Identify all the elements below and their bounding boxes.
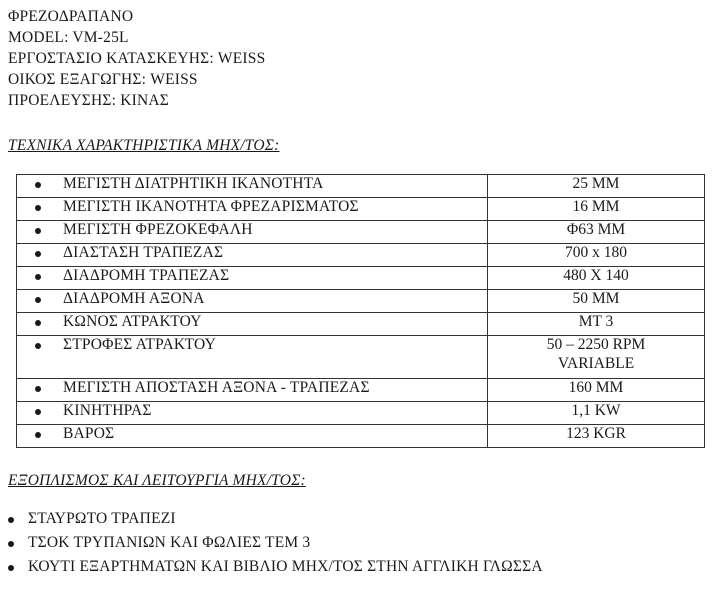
spec-value: MT 3 <box>488 313 705 336</box>
spec-name: ΚΩΝΟΣ ΑΤΡΑΚΤΟΥ <box>59 313 488 336</box>
bullet-icon-cell <box>17 290 60 313</box>
bullet-icon <box>35 320 41 326</box>
header-product-name: ΦΡΕΖΟΔΡΑΠΑΝΟ <box>8 8 134 25</box>
spec-value: Φ63 MM <box>488 221 705 244</box>
header-model: MODEL: VM-25L <box>8 29 129 46</box>
spec-name: ΔΙΑΔΡΟΜΗ ΑΞΟΝΑ <box>59 290 488 313</box>
bullet-icon <box>35 205 41 211</box>
table-row <box>17 313 705 336</box>
header-origin: ΠΡΟΕΛΕΥΣΗΣ: ΚΙΝΑΣ <box>8 92 169 109</box>
document-header <box>8 8 265 113</box>
bullet-icon <box>35 274 41 280</box>
bullet-icon-cell <box>17 313 60 336</box>
spec-value: 25 MM <box>488 175 705 198</box>
header-manufacturer: ΕΡΓΟΣΤΑΣΙΟ ΚΑΤΑΣΚΕΥΗΣ: WEISS <box>8 50 266 67</box>
spec-value: 700 x 180 <box>488 244 705 267</box>
bullet-icon <box>35 432 41 438</box>
spec-name: ΜΕΓΙΣΤΗ ΙΚΑΝΟΤΗΤΑ ΦΡΕΖΑΡΙΣΜΑΤΟΣ <box>59 198 488 221</box>
list-item <box>8 558 543 582</box>
table-row <box>17 267 705 290</box>
header-exporter: ΟΙΚΟΣ ΕΞΑΓΩΓΗΣ: WEISS <box>8 71 198 88</box>
bullet-icon-cell <box>17 336 60 379</box>
bullet-icon <box>8 541 14 547</box>
spec-value: 16 MM <box>488 198 705 221</box>
spec-value-line1: 50 – 2250 RPM <box>546 336 646 353</box>
bullet-icon-cell <box>17 402 60 425</box>
spec-value: 1,1 KW <box>488 402 705 425</box>
table-row <box>17 379 705 402</box>
bullet-icon-cell <box>17 244 60 267</box>
bullet-icon <box>35 228 41 234</box>
bullet-icon <box>8 517 14 523</box>
spec-value: 480 X 140 <box>488 267 705 290</box>
table-row <box>17 425 705 448</box>
list-item <box>8 534 543 558</box>
spec-name: ΔΙΑΣΤΑΣΗ ΤΡΑΠΕΖΑΣ <box>59 244 488 267</box>
bullet-icon-cell <box>17 379 60 402</box>
bullet-icon <box>35 343 41 349</box>
spec-name: ΣΤΡΟΦΕΣ ΑΤΡΑΚΤΟΥ <box>59 336 488 379</box>
bullet-icon <box>8 565 14 571</box>
spec-name: ΔΙΑΔΡΟΜΗ ΤΡΑΠΕΖΑΣ <box>59 267 488 290</box>
spec-name: ΚΙΝΗΤΗΡΑΣ <box>59 402 488 425</box>
equipment-list <box>8 510 543 582</box>
bullet-icon <box>35 182 41 188</box>
bullet-icon <box>35 386 41 392</box>
spec-value-line2: VARIABLE <box>557 354 635 372</box>
bullet-icon-cell <box>17 175 60 198</box>
equipment-item-label: ΚΟΥΤΙ ΕΞΑΡΤΗΜΑΤΩΝ ΚΑΙ ΒΙΒΛΙΟ ΜΗΧ/ΤΟΣ ΣΤΗΝ ΑΓΓΛΙΚΗ ΓΛΩΣΣΑ <box>28 558 543 575</box>
table-row <box>17 336 705 379</box>
equipment-section-title: ΕΞΟΠΛΙΣΜΟΣ ΚΑΙ ΛΕΙΤΟΥΡΓΙΑ ΜΗΧ/ΤΟΣ: <box>8 472 306 489</box>
table-row <box>17 221 705 244</box>
table-row <box>17 198 705 221</box>
spec-value: 160 MM <box>488 379 705 402</box>
bullet-icon-cell <box>17 198 60 221</box>
equipment-item-label: ΣΤΑΥΡΩΤΟ ΤΡΑΠΕΖΙ <box>28 510 176 527</box>
spec-value: 50 MM <box>488 290 705 313</box>
table-row <box>17 175 705 198</box>
spec-name: ΜΕΓΙΣΤΗ ΑΠΟΣΤΑΣΗ ΑΞΟΝΑ - ΤΡΑΠΕΖΑΣ <box>59 379 488 402</box>
specs-section-title: ΤΕΧΝΙΚΑ ΧΑΡΑΚΤΗΡΙΣΤΙΚΑ ΜΗΧ/ΤΟΣ: <box>8 137 280 154</box>
bullet-icon <box>35 251 41 257</box>
bullet-icon-cell <box>17 425 60 448</box>
specs-table <box>16 174 705 448</box>
bullet-icon <box>35 297 41 303</box>
table-row <box>17 290 705 313</box>
table-row <box>17 402 705 425</box>
list-item <box>8 510 543 534</box>
bullet-icon <box>35 409 41 415</box>
spec-value: 123 KGR <box>488 425 705 448</box>
bullet-icon-cell <box>17 221 60 244</box>
spec-name: ΒΑΡΟΣ <box>59 425 488 448</box>
equipment-item-label: ΤΣΟΚ ΤΡΥΠΑΝΙΩΝ ΚΑΙ ΦΩΛΙΕΣ ΤΕΜ 3 <box>28 534 311 551</box>
spec-name: ΜΕΓΙΣΤΗ ΔΙΑΤΡΗΤΙΚΗ ΙΚΑΝΟΤΗΤΑ <box>59 175 488 198</box>
bullet-icon-cell <box>17 267 60 290</box>
spec-name: ΜΕΓΙΣΤΗ ΦΡΕΖΟΚΕΦΑΛΗ <box>59 221 488 244</box>
table-row <box>17 244 705 267</box>
spec-value <box>488 336 705 379</box>
